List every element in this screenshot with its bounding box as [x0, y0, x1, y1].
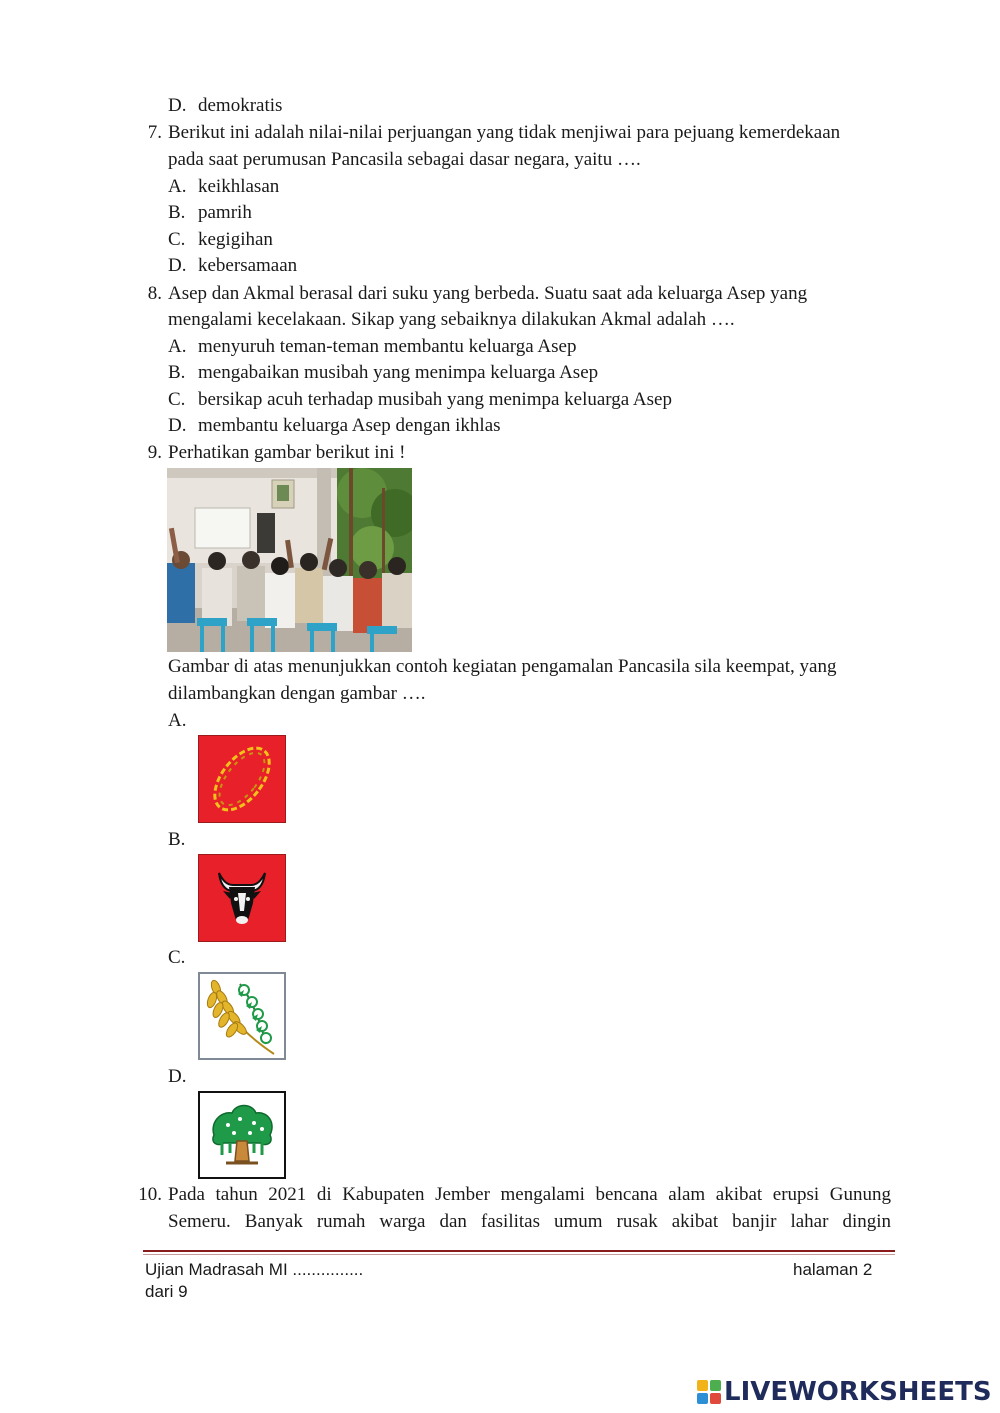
- q9-option-b-label[interactable]: B.: [168, 829, 186, 850]
- q8-number: 8.: [147, 283, 162, 304]
- q9-option-d-label[interactable]: D.: [168, 1066, 187, 1087]
- q10-text-line1: Pada tahun 2021 di Kabupaten Jember mengalami bencana alam akibat erupsi Gunung: [168, 1184, 891, 1205]
- q9-prompt: Perhatikan gambar berikut ini !: [168, 442, 406, 463]
- meeting-photo-illustration: [167, 468, 412, 652]
- q8-option-a: A. menyuruh teman-teman membantu keluarga Asep: [168, 336, 577, 357]
- q9-text-line1: Gambar di atas menunjukkan contoh kegiatan pengamalan Pancasila sila keempat, yang: [168, 656, 837, 677]
- footer-exam-title: Ujian Madrasah MI ...............: [145, 1260, 364, 1279]
- q7-option-c: C. kegigihan: [168, 229, 273, 250]
- banyan-tree-icon: [200, 1093, 284, 1177]
- bull-head-symbol[interactable]: [198, 854, 286, 942]
- q7-number: 7.: [147, 122, 162, 143]
- q9-option-a-label[interactable]: A.: [168, 710, 187, 731]
- q7-text-line1: Berikut ini adalah nilai-nilai perjuangan yang tidak menjiwai para pejuang kemerdekaan: [168, 122, 841, 143]
- q8-text-line2: mengalami kecelakaan. Sikap yang sebaiknya dilakukan Akmal adalah ….: [168, 309, 735, 330]
- q10-number: 10.: [138, 1184, 162, 1205]
- bull-head-icon: [199, 855, 285, 941]
- chain-icon: [199, 736, 285, 822]
- q10-text-line2: Semeru. Banyak rumah warga dan fasilitas umum rusak akibat banjir lahar dingin: [168, 1211, 891, 1232]
- footer-rule: [143, 1250, 895, 1252]
- liveworksheets-logo-icon: [697, 1380, 721, 1404]
- rice-cotton-symbol[interactable]: [198, 972, 286, 1060]
- q9-option-c-label[interactable]: C.: [168, 947, 186, 968]
- q8-option-b: B. mengabaikan musibah yang menimpa keluarga Asep: [168, 362, 599, 383]
- q8-option-d: D. membantu keluarga Asep dengan ikhlas: [168, 415, 501, 436]
- rice-cotton-icon: [200, 974, 284, 1058]
- q9-number: 9.: [147, 442, 162, 463]
- footer-rule-thin: [143, 1254, 895, 1255]
- liveworksheets-wordmark: LIVEWORKSHEETS: [724, 1377, 992, 1407]
- footer-page-number: halaman 2: [793, 1260, 873, 1279]
- chain-symbol[interactable]: [198, 735, 286, 823]
- q7-option-d: D. kebersamaan: [168, 255, 298, 276]
- meeting-photo: [167, 468, 412, 652]
- banyan-tree-symbol[interactable]: [198, 1091, 286, 1179]
- q7-text-line2: pada saat perumusan Pancasila sebagai dasar negara, yaitu ….: [168, 149, 641, 170]
- footer-page-total: dari 9: [145, 1282, 188, 1301]
- q7-option-b: B. pamrih: [168, 202, 252, 223]
- q9-text-line2: dilambangkan dengan gambar ….: [168, 683, 426, 704]
- q8-text-line1: Asep dan Akmal berasal dari suku yang berbeda. Suatu saat ada keluarga Asep yang: [168, 283, 808, 304]
- liveworksheets-watermark: [697, 1376, 992, 1408]
- q7-option-a: A. keikhlasan: [168, 176, 280, 197]
- q8-option-c: C. bersikap acuh terhadap musibah yang menimpa keluarga Asep: [168, 389, 672, 410]
- q6-option-d: D. demokratis: [168, 95, 283, 116]
